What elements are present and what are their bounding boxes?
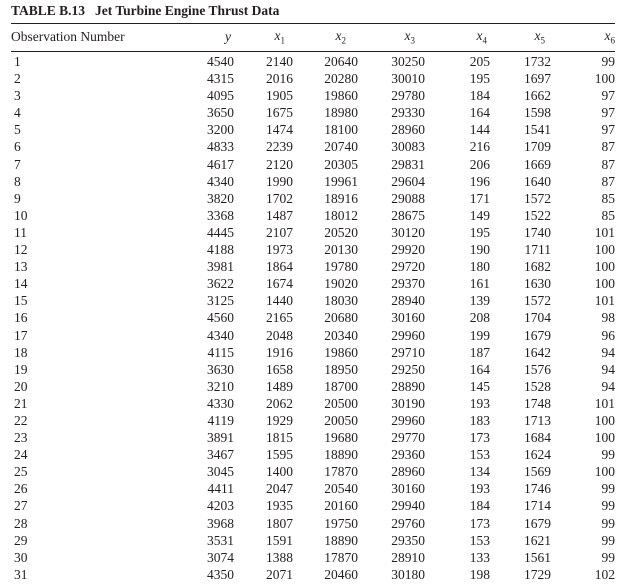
table-row	[11, 446, 615, 463]
col-header-x2: $x_2$	[335, 28, 346, 46]
cell-x6: 100	[594, 412, 615, 428]
cell-x4: 199	[469, 327, 490, 343]
cell-x6: 85	[601, 190, 615, 206]
cell-x3: 29760	[391, 515, 425, 531]
cell-x6: 100	[594, 276, 615, 292]
cell-x3: 29720	[391, 259, 425, 275]
col-header-y: y	[225, 29, 231, 44]
cell-x3: 30160	[391, 481, 425, 497]
cell-x1: 1905	[266, 88, 293, 104]
cell-x3: 29780	[391, 88, 425, 104]
cell-x1: 1400	[266, 464, 293, 480]
cell-y: 3045	[207, 464, 234, 480]
cell-x6: 85	[601, 207, 615, 223]
cell-y: 4315	[207, 71, 234, 87]
cell-x3: 28960	[391, 122, 425, 138]
cell-x4: 193	[469, 481, 490, 497]
cell-y: 4330	[207, 395, 234, 411]
cell-x5: 1630	[524, 276, 551, 292]
table-row	[11, 190, 615, 207]
cell-x3: 28940	[391, 293, 425, 309]
cell-x3: 30083	[391, 139, 425, 155]
cell-x5: 1704	[524, 310, 551, 326]
cell-y: 4560	[207, 310, 234, 326]
cell-x3: 29831	[391, 156, 425, 172]
cell-x3: 29350	[391, 532, 425, 548]
cell-observation-number: 17	[14, 327, 28, 343]
table-row	[11, 327, 615, 344]
cell-x6: 101	[594, 395, 615, 411]
cell-x5: 1572	[524, 190, 551, 206]
cell-y: 4119	[207, 412, 234, 428]
cell-x2: 20280	[324, 71, 358, 87]
cell-x2: 18950	[324, 361, 358, 377]
cell-x1: 2048	[266, 327, 293, 343]
cell-x3: 29940	[391, 498, 425, 514]
cell-x4: 171	[469, 190, 490, 206]
cell-x2: 20340	[324, 327, 358, 343]
cell-x3: 28675	[391, 207, 425, 223]
cell-x5: 1682	[524, 259, 551, 275]
cell-observation-number: 26	[14, 481, 28, 497]
cell-x2: 19020	[324, 276, 358, 292]
cell-observation-number: 9	[14, 190, 21, 206]
cell-x1: 1807	[266, 515, 293, 531]
cell-x5: 1684	[524, 430, 551, 446]
col-header-x1: $x_1$	[274, 28, 285, 46]
cell-x1: 1864	[266, 259, 293, 275]
cell-x5: 1576	[524, 361, 551, 377]
cell-x3: 29604	[391, 173, 425, 189]
cell-observation-number: 5	[14, 122, 21, 138]
cell-x5: 1522	[524, 207, 551, 223]
table-row	[11, 566, 615, 583]
table-row	[11, 429, 615, 446]
cell-observation-number: 31	[14, 566, 28, 582]
cell-x1: 1474	[266, 122, 293, 138]
cell-x2: 20160	[324, 498, 358, 514]
cell-x1: 1440	[266, 293, 293, 309]
cell-x6: 96	[601, 327, 615, 343]
cell-observation-number: 1	[14, 54, 21, 69]
cell-x4: 134	[469, 464, 490, 480]
cell-x6: 87	[601, 156, 615, 172]
cell-x2: 18012	[324, 207, 358, 223]
cell-x1: 1935	[266, 498, 293, 514]
cell-x6: 97	[601, 88, 615, 104]
cell-observation-number: 11	[14, 224, 27, 240]
cell-x2: 19860	[324, 88, 358, 104]
cell-x4: 196	[469, 173, 490, 189]
col-header-x5: $x_5$	[534, 28, 545, 46]
cell-x6: 100	[594, 71, 615, 87]
cell-x6: 97	[601, 122, 615, 138]
table-row	[11, 224, 615, 241]
cell-y: 3200	[207, 122, 234, 138]
cell-x1: 1702	[266, 190, 293, 206]
cell-x6: 87	[601, 173, 615, 189]
cell-x3: 29770	[391, 430, 425, 446]
table-row	[11, 395, 615, 412]
cell-x4: 187	[469, 344, 490, 360]
cell-x3: 29710	[391, 344, 425, 360]
cell-y: 4445	[207, 224, 234, 240]
table-row	[11, 173, 615, 190]
table-row	[11, 121, 615, 138]
cell-x2: 17870	[324, 464, 358, 480]
cell-x6: 100	[594, 464, 615, 480]
cell-x1: 1990	[266, 173, 293, 189]
cell-x6: 94	[601, 361, 615, 377]
cell-x4: 193	[469, 395, 490, 411]
cell-y: 3210	[207, 378, 234, 394]
cell-x1: 1388	[266, 549, 293, 565]
cell-observation-number: 29	[14, 532, 28, 548]
cell-y: 3891	[207, 430, 234, 446]
cell-observation-number: 12	[14, 242, 28, 258]
table-row	[11, 207, 615, 224]
cell-observation-number: 14	[14, 276, 28, 292]
cell-y: 4833	[207, 139, 234, 155]
cell-y: 4340	[207, 173, 234, 189]
table-row	[11, 275, 615, 292]
cell-x5: 1561	[524, 549, 551, 565]
cell-x1: 1916	[266, 344, 293, 360]
cell-y: 3531	[207, 532, 234, 548]
cell-x5: 1662	[524, 88, 551, 104]
cell-x3: 30250	[391, 54, 425, 69]
table-row	[11, 258, 615, 275]
cell-x1: 2047	[266, 481, 293, 497]
cell-x5: 1709	[524, 139, 551, 155]
cell-x2: 19860	[324, 344, 358, 360]
cell-x5: 1624	[524, 447, 551, 463]
cell-x1: 1591	[266, 532, 293, 548]
cell-x5: 1642	[524, 344, 551, 360]
cell-x4: 133	[469, 549, 490, 565]
cell-x4: 206	[469, 156, 490, 172]
cell-y: 3622	[207, 276, 234, 292]
cell-x6: 99	[601, 532, 615, 548]
cell-x2: 20050	[324, 412, 358, 428]
cell-observation-number: 25	[14, 464, 28, 480]
cell-y: 3074	[207, 549, 234, 565]
cell-x5: 1713	[524, 412, 551, 428]
cell-observation-number: 27	[14, 498, 28, 514]
cell-y: 4115	[207, 344, 234, 360]
cell-x2: 20460	[324, 566, 358, 582]
cell-observation-number: 4	[14, 105, 21, 121]
cell-x3: 28960	[391, 464, 425, 480]
cell-x1: 1487	[266, 207, 293, 223]
table-row	[11, 378, 615, 395]
cell-y: 3125	[207, 293, 234, 309]
cell-x1: 1973	[266, 242, 293, 258]
cell-x5: 1679	[524, 327, 551, 343]
cell-x4: 153	[469, 447, 490, 463]
table-row	[11, 70, 615, 87]
cell-x2: 20740	[324, 139, 358, 155]
cell-observation-number: 15	[14, 293, 28, 309]
cell-x5: 1729	[524, 566, 551, 582]
table-row	[11, 412, 615, 429]
cell-x4: 144	[469, 122, 490, 138]
cell-observation-number: 10	[14, 207, 28, 223]
table-title: Jet Turbine Engine Thrust Data	[95, 3, 280, 18]
cell-y: 4411	[207, 481, 234, 497]
cell-x3: 30180	[391, 566, 425, 582]
cell-x3: 29360	[391, 447, 425, 463]
thrust-data-table	[11, 26, 615, 583]
cell-x3: 30010	[391, 71, 425, 87]
cell-x2: 19680	[324, 430, 358, 446]
table-row	[11, 361, 615, 378]
table-row	[11, 549, 615, 566]
cell-observation-number: 3	[14, 88, 21, 104]
table-body	[11, 50, 615, 583]
cell-x3: 30160	[391, 310, 425, 326]
header-row	[11, 26, 615, 50]
cell-observation-number: 28	[14, 515, 28, 531]
top-rule	[11, 23, 615, 24]
cell-x1: 2239	[266, 139, 293, 155]
cell-x1: 2107	[266, 224, 293, 240]
cell-x4: 216	[469, 139, 490, 155]
cell-x6: 94	[601, 378, 615, 394]
cell-y: 4188	[207, 242, 234, 258]
cell-x6: 99	[601, 498, 615, 514]
cell-x4: 164	[469, 361, 490, 377]
cell-observation-number: 7	[14, 156, 21, 172]
cell-x6: 97	[601, 105, 615, 121]
cell-x5: 1621	[524, 532, 551, 548]
cell-x5: 1528	[524, 378, 551, 394]
cell-x5: 1714	[524, 498, 551, 514]
cell-x1: 2165	[266, 310, 293, 326]
table-row	[11, 50, 615, 70]
cell-x4: 183	[469, 412, 490, 428]
cell-x6: 99	[601, 481, 615, 497]
cell-x2: 20305	[324, 156, 358, 172]
cell-x1: 1674	[266, 276, 293, 292]
cell-x5: 1598	[524, 105, 551, 121]
cell-x6: 101	[594, 293, 615, 309]
cell-x2: 20640	[324, 54, 358, 69]
cell-x2: 20520	[324, 224, 358, 240]
cell-x4: 208	[469, 310, 490, 326]
cell-x5: 1711	[524, 242, 551, 258]
table-row	[11, 515, 615, 532]
cell-observation-number: 18	[14, 344, 28, 360]
cell-x6: 99	[601, 549, 615, 565]
cell-x6: 100	[594, 259, 615, 275]
cell-x5: 1572	[524, 293, 551, 309]
cell-y: 3467	[207, 447, 234, 463]
cell-x2: 17870	[324, 549, 358, 565]
cell-x2: 18100	[324, 122, 358, 138]
cell-x1: 1929	[266, 412, 293, 428]
table-row	[11, 463, 615, 480]
cell-y: 4617	[207, 156, 234, 172]
cell-x1: 2140	[266, 54, 293, 69]
cell-y: 3650	[207, 105, 234, 121]
cell-x2: 19961	[324, 173, 358, 189]
cell-y: 4095	[207, 88, 234, 104]
cell-x6: 100	[594, 430, 615, 446]
cell-observation-number: 16	[14, 310, 28, 326]
cell-x1: 1489	[266, 378, 293, 394]
cell-x4: 145	[469, 378, 490, 394]
cell-x4: 184	[469, 498, 490, 514]
cell-x3: 29250	[391, 361, 425, 377]
col-header-observation-number: Observation Number	[11, 29, 125, 44]
cell-x5: 1640	[524, 173, 551, 189]
cell-x5: 1679	[524, 515, 551, 531]
cell-x3: 29960	[391, 412, 425, 428]
cell-x2: 18700	[324, 378, 358, 394]
cell-x4: 173	[469, 430, 490, 446]
cell-observation-number: 8	[14, 173, 21, 189]
cell-x5: 1541	[524, 122, 551, 138]
table-row	[11, 497, 615, 514]
cell-x4: 139	[469, 293, 490, 309]
cell-observation-number: 21	[14, 395, 28, 411]
cell-x1: 2120	[266, 156, 293, 172]
table-row	[11, 292, 615, 309]
cell-x4: 164	[469, 105, 490, 121]
cell-y: 3630	[207, 361, 234, 377]
col-header-x4: $x_4$	[476, 28, 487, 46]
cell-x2: 20680	[324, 310, 358, 326]
cell-x1: 1658	[266, 361, 293, 377]
cell-x1: 1675	[266, 105, 293, 121]
cell-x4: 195	[469, 224, 490, 240]
cell-x4: 180	[469, 259, 490, 275]
cell-x1: 2016	[266, 71, 293, 87]
cell-y: 4340	[207, 327, 234, 343]
col-header-x3: $x_3$	[404, 28, 415, 46]
cell-x3: 30120	[391, 224, 425, 240]
cell-x6: 102	[594, 566, 615, 582]
cell-x4: 153	[469, 532, 490, 548]
cell-x6: 94	[601, 344, 615, 360]
cell-x4: 205	[469, 54, 490, 69]
table-caption	[11, 3, 279, 19]
table-row	[11, 344, 615, 361]
cell-x6: 99	[601, 447, 615, 463]
cell-observation-number: 6	[14, 139, 21, 155]
cell-y: 4540	[207, 54, 234, 69]
cell-x6: 99	[601, 54, 615, 69]
cell-x2: 20130	[324, 242, 358, 258]
cell-x4: 198	[469, 566, 490, 582]
cell-x2: 18980	[324, 105, 358, 121]
cell-x5: 1669	[524, 156, 551, 172]
cell-x4: 173	[469, 515, 490, 531]
table-row	[11, 309, 615, 326]
cell-x3: 29330	[391, 105, 425, 121]
cell-x3: 29920	[391, 242, 425, 258]
cell-observation-number: 20	[14, 378, 28, 394]
cell-observation-number: 30	[14, 549, 28, 565]
cell-x4: 190	[469, 242, 490, 258]
cell-x2: 20500	[324, 395, 358, 411]
cell-x4: 195	[469, 71, 490, 87]
cell-observation-number: 23	[14, 430, 28, 446]
cell-x6: 87	[601, 139, 615, 155]
cell-x2: 18030	[324, 293, 358, 309]
cell-x5: 1746	[524, 481, 551, 497]
cell-y: 4203	[207, 498, 234, 514]
cell-x3: 29370	[391, 276, 425, 292]
cell-x4: 161	[469, 276, 490, 292]
cell-observation-number: 13	[14, 259, 28, 275]
cell-x3: 30190	[391, 395, 425, 411]
cell-x2: 18916	[324, 190, 358, 206]
cell-x5: 1569	[524, 464, 551, 480]
cell-x5: 1748	[524, 395, 551, 411]
cell-x1: 1815	[266, 430, 293, 446]
cell-observation-number: 24	[14, 447, 28, 463]
table-row	[11, 241, 615, 258]
cell-x2: 19750	[324, 515, 358, 531]
cell-observation-number: 2	[14, 71, 21, 87]
cell-x5: 1740	[524, 224, 551, 240]
table-row	[11, 156, 615, 173]
cell-y: 3368	[207, 207, 234, 223]
cell-x4: 184	[469, 88, 490, 104]
table-row	[11, 532, 615, 549]
cell-x6: 98	[601, 310, 615, 326]
cell-x2: 18890	[324, 532, 358, 548]
cell-x2: 18890	[324, 447, 358, 463]
cell-x6: 100	[594, 242, 615, 258]
table-row	[11, 104, 615, 121]
cell-x3: 29960	[391, 327, 425, 343]
cell-y: 4350	[207, 566, 234, 582]
cell-x3: 28910	[391, 549, 425, 565]
cell-x1: 2062	[266, 395, 293, 411]
cell-x5: 1732	[524, 54, 551, 69]
cell-observation-number: 22	[14, 412, 28, 428]
cell-x2: 20540	[324, 481, 358, 497]
cell-observation-number: 19	[14, 361, 28, 377]
cell-x6: 99	[601, 515, 615, 531]
cell-y: 3981	[207, 259, 234, 275]
table-row	[11, 138, 615, 155]
cell-x1: 2071	[266, 566, 293, 582]
cell-x1: 1595	[266, 447, 293, 463]
cell-x3: 29088	[391, 190, 425, 206]
table-row	[11, 87, 615, 104]
cell-x6: 101	[594, 224, 615, 240]
table-label: TABLE B.13	[11, 3, 86, 18]
cell-x4: 149	[469, 207, 490, 223]
cell-x5: 1697	[524, 71, 551, 87]
col-header-x6: $x_6$	[604, 28, 615, 46]
cell-x2: 19780	[324, 259, 358, 275]
cell-y: 3820	[207, 190, 234, 206]
cell-y: 3968	[207, 515, 234, 531]
table-row	[11, 480, 615, 497]
cell-x3: 28890	[391, 378, 425, 394]
